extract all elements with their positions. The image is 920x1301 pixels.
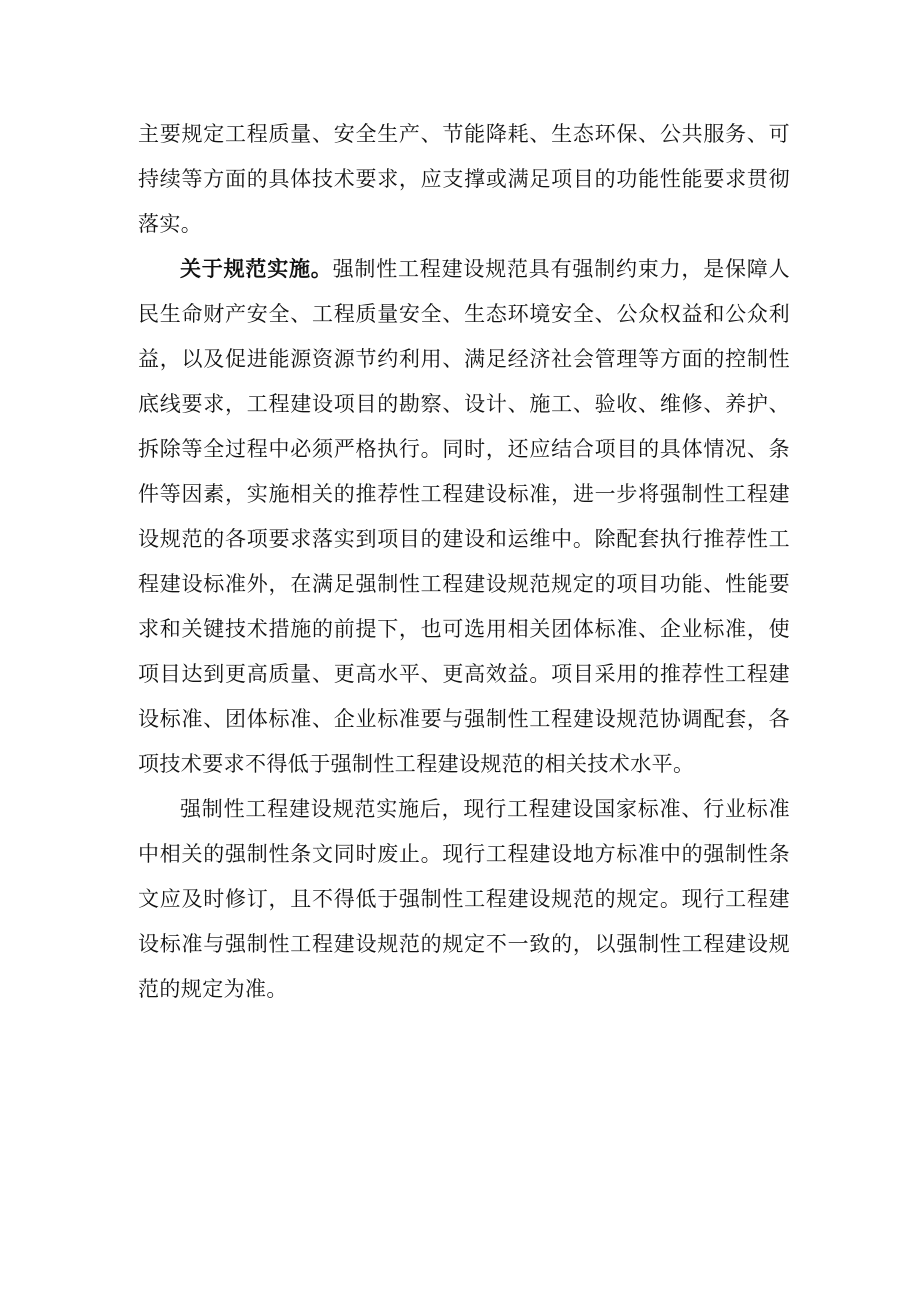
document-body [138, 112, 790, 1012]
paragraph-1-text: 主要规定工程质量、安全生产、节能降耗、生态环保、公共服务、可持续等方面的具体技术要求，应支撑或满足项目的功能性能要求贯彻落实。 [138, 122, 790, 236]
paragraph-2-heading: 关于规范实施。 [180, 257, 333, 281]
paragraph-3 [138, 787, 790, 1012]
paragraph-2 [138, 247, 790, 787]
paragraph-3-text: 强制性工程建设规范实施后，现行工程建设国家标准、行业标准中相关的强制性条文同时废止。现行工程建设地方标准中的强制性条文应及时修订，且不得低于强制性工程建设规范的规定。现行工程建设标准与强制性工程建设规范的规定不一致的，以强制性工程建设规范的规定为准。 [138, 797, 790, 1001]
paragraph-1 [138, 112, 790, 247]
paragraph-2-text: 强制性工程建设规范具有强制约束力，是保障人民生命财产安全、工程质量安全、生态环境安全、公众权益和公众利益，以及促进能源资源节约利用、满足经济社会管理等方面的控制性底线要求，工程建设项目的勘察、设计、施工、验收、维修、养护、拆除等全过程中必须严格执行。同时，还应结合项目的具体情况、条件等因素，实施相关的推荐性工程建设标准，进一步将强制性工程建设规范的各项要求落实到项目的建设和运维中。除配套执行推荐性工程建设标准外，在满足强制性工程建设规范规定的项目功能、性能要求和关键技术措施的前提下，也可选用相关团体标准、企业标准，使项目达到更高质量、更高水平、更高效益。项目采用的推荐性工程建设标准、团体标准、企业标准要与强制性工程建设规范协调配套，各项技术要求不得低于强制性工程建设规范的相关技术水平。 [138, 257, 790, 776]
